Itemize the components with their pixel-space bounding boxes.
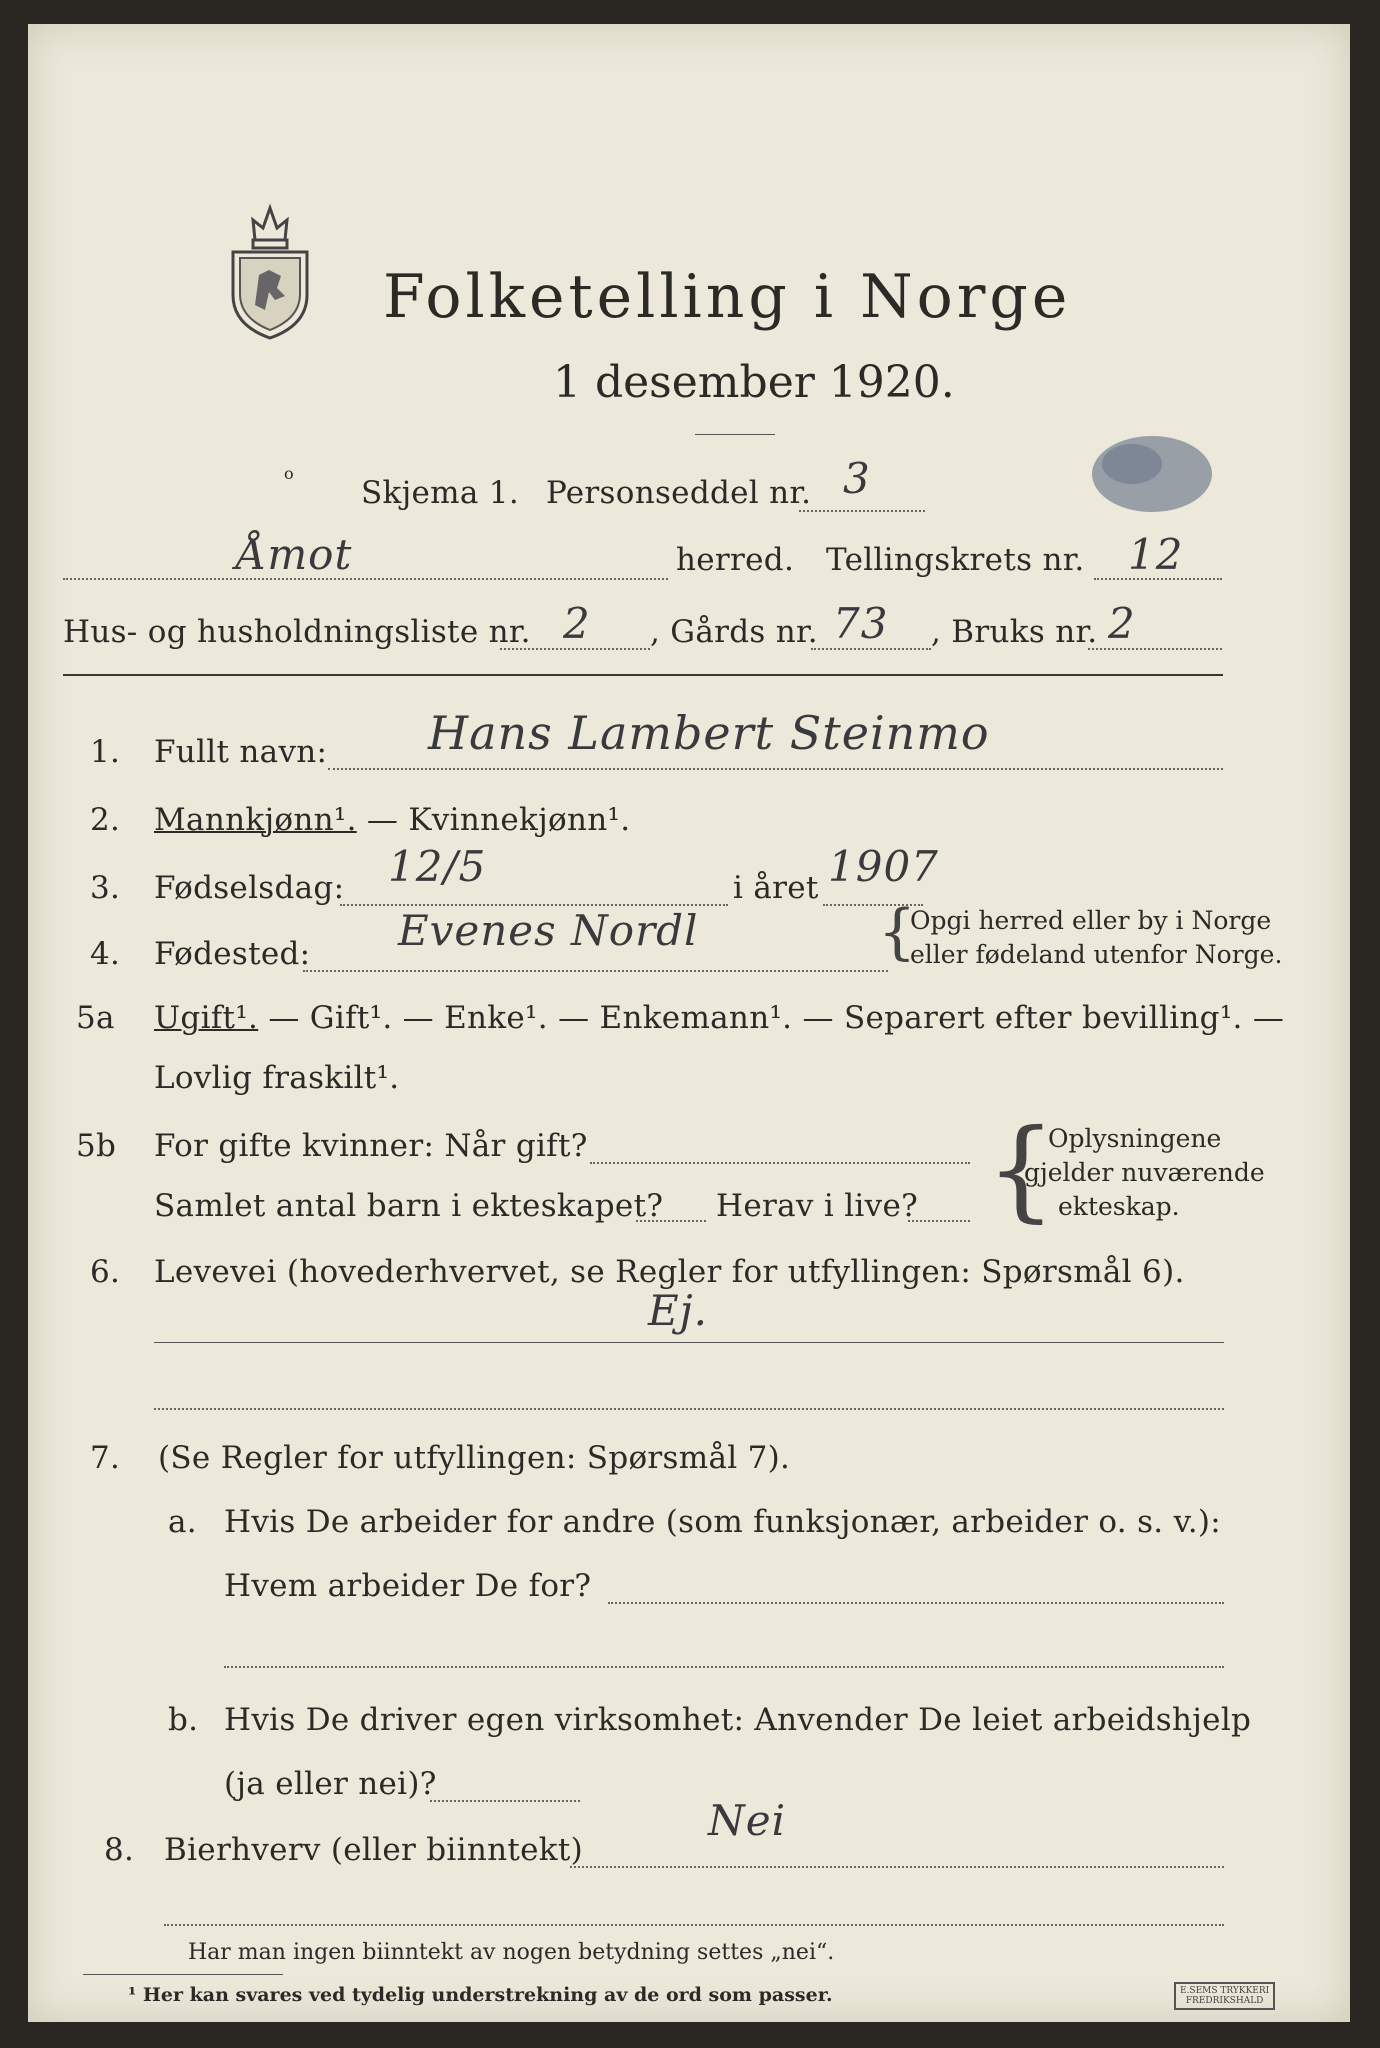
q6-line-2 xyxy=(154,1408,1224,1410)
footnote: ¹ Her kan svares ved tydelig understrekning av de ord som passer. xyxy=(128,1984,833,2006)
q5b-alive-line xyxy=(908,1220,970,1222)
q5a-other-options: — Gift¹. — Enke¹. — Enkemann¹. — Separert efter bevilling¹. — xyxy=(258,1000,1285,1036)
personseddel-label: Personseddel nr. xyxy=(546,475,812,511)
q7a-line-1 xyxy=(608,1602,1224,1604)
bruks-label: , Bruks nr. xyxy=(931,614,1098,650)
personseddel-value: 3 xyxy=(843,454,871,503)
q5b-children-line xyxy=(636,1220,706,1222)
q1-full-name: Hans Lambert Steinmo xyxy=(428,706,990,760)
herred-value: Åmot xyxy=(236,530,353,579)
q2-number: 2. xyxy=(90,802,121,838)
q7a-question: Hvem arbeider De for? xyxy=(224,1568,592,1604)
q7b-letter: b. xyxy=(168,1702,199,1738)
husliste-value: 2 xyxy=(563,599,591,648)
q6-line-1 xyxy=(154,1342,1224,1343)
q3-year: 1907 xyxy=(828,842,939,891)
q6-number: 6. xyxy=(90,1254,121,1290)
q1-line xyxy=(328,768,1223,770)
q7a-line-2 xyxy=(224,1666,1224,1668)
husliste-line xyxy=(500,648,650,650)
printer-stamp xyxy=(1174,1982,1275,2010)
q8-value: Nei xyxy=(708,1796,787,1845)
herred-line xyxy=(63,578,668,580)
q7a-text: Hvis De arbeider for andre (som funksjonær, arbeider o. s. v.): xyxy=(224,1504,1222,1540)
tellingskrets-value: 12 xyxy=(1128,530,1184,579)
q3-number: 3. xyxy=(90,870,121,906)
tellingskrets-label: Tellingskrets nr. xyxy=(826,542,1085,578)
form-title: Folketelling i Norge xyxy=(383,262,1072,332)
q4-note-2: eller fødeland utenfor Norge. xyxy=(910,940,1283,969)
q1-number: 1. xyxy=(90,734,121,770)
q5b-note-1: Oplysningene xyxy=(1048,1124,1222,1153)
form-date: 1 desember 1920. xyxy=(553,357,955,408)
q8-line-2 xyxy=(164,1924,1224,1926)
footnote-rule xyxy=(83,1974,283,1975)
q5b-married-line xyxy=(590,1162,970,1164)
bruks-value: 2 xyxy=(1108,599,1136,648)
q6-occupation: Ej. xyxy=(648,1286,709,1335)
q2-separator: — xyxy=(356,802,409,838)
gards-value: 73 xyxy=(833,599,889,648)
q3-birthday: 12/5 xyxy=(388,842,487,891)
header-divider xyxy=(63,674,1223,676)
ink-stain xyxy=(1082,424,1222,524)
stamp-line-1: E.SEMS TRYKKERI xyxy=(1180,1986,1270,1996)
q4-number: 4. xyxy=(90,936,121,972)
q6-label: Levevei (hovederhvervet, se Regler for utfyllingen: Spørsmål 6). xyxy=(154,1254,1185,1290)
gards-line xyxy=(811,648,931,650)
margin-mark: o xyxy=(284,464,294,483)
q5b-note-2: gjelder nuværende xyxy=(1024,1158,1265,1187)
q4-note-1: Opgi herred eller by i Norge xyxy=(910,906,1272,935)
q1-label: Fullt navn: xyxy=(154,734,328,770)
skjema-label: Skjema 1. xyxy=(361,475,519,511)
q5a-line-2: Lovlig fraskilt¹. xyxy=(154,1060,400,1096)
q5a-number: 5a xyxy=(76,1000,115,1036)
q7b-text: Hvis De driver egen virksomhet: Anvender De leiet arbeidshjelp xyxy=(224,1702,1252,1738)
q8-number: 8. xyxy=(104,1832,135,1868)
q5b-number: 5b xyxy=(76,1128,117,1164)
q4-line xyxy=(303,970,888,972)
q5a-ugift-option: Ugift¹. xyxy=(154,1000,259,1036)
q5a-options xyxy=(154,1000,1284,1036)
q5b-brace: { xyxy=(986,1105,1056,1233)
q5b-line-1: For gifte kvinner: Når gift? xyxy=(154,1128,588,1164)
herred-label: herred. xyxy=(676,542,795,578)
q2-options xyxy=(154,802,630,838)
q3-year-label: i året xyxy=(733,870,819,906)
bruks-line xyxy=(1088,648,1222,650)
husliste-label: Hus- og husholdningsliste nr. xyxy=(63,614,531,650)
q7b-line xyxy=(430,1800,580,1802)
q7a-letter: a. xyxy=(168,1504,197,1540)
q4-birthplace: Evenes Nordl xyxy=(398,906,699,955)
q3-label: Fødselsdag: xyxy=(154,870,345,906)
q5b-alive-label: Herav i live? xyxy=(716,1188,919,1224)
q7-number: 7. xyxy=(90,1440,121,1476)
personseddel-line xyxy=(799,510,925,512)
title-divider xyxy=(695,434,775,435)
q8-line-1 xyxy=(570,1866,1224,1868)
q4-brace: { xyxy=(878,897,917,967)
coat-of-arms-icon xyxy=(225,200,315,340)
q7-label: (Se Regler for utfyllingen: Spørsmål 7). xyxy=(158,1440,791,1476)
q2-female-option: Kvinnekjønn¹. xyxy=(408,802,631,838)
biinntekt-note: Har man ingen biinntekt av nogen betydning settes „nei“. xyxy=(188,1940,835,1965)
q5b-children-label: Samlet antal barn i ekteskapet? xyxy=(154,1188,664,1224)
gards-label: , Gårds nr. xyxy=(650,614,818,650)
stamp-line-2: FREDRIKSHALD xyxy=(1185,1996,1264,2006)
q7b-question: (ja eller nei)? xyxy=(224,1766,437,1802)
q5b-note-3: ekteskap. xyxy=(1058,1192,1180,1221)
q8-label: Bierhverv (eller biinntekt) xyxy=(164,1832,584,1868)
q2-male-option: Mannkjønn¹. xyxy=(154,802,357,838)
q4-label: Fødested: xyxy=(154,936,311,972)
census-form-sheet xyxy=(28,24,1350,2022)
